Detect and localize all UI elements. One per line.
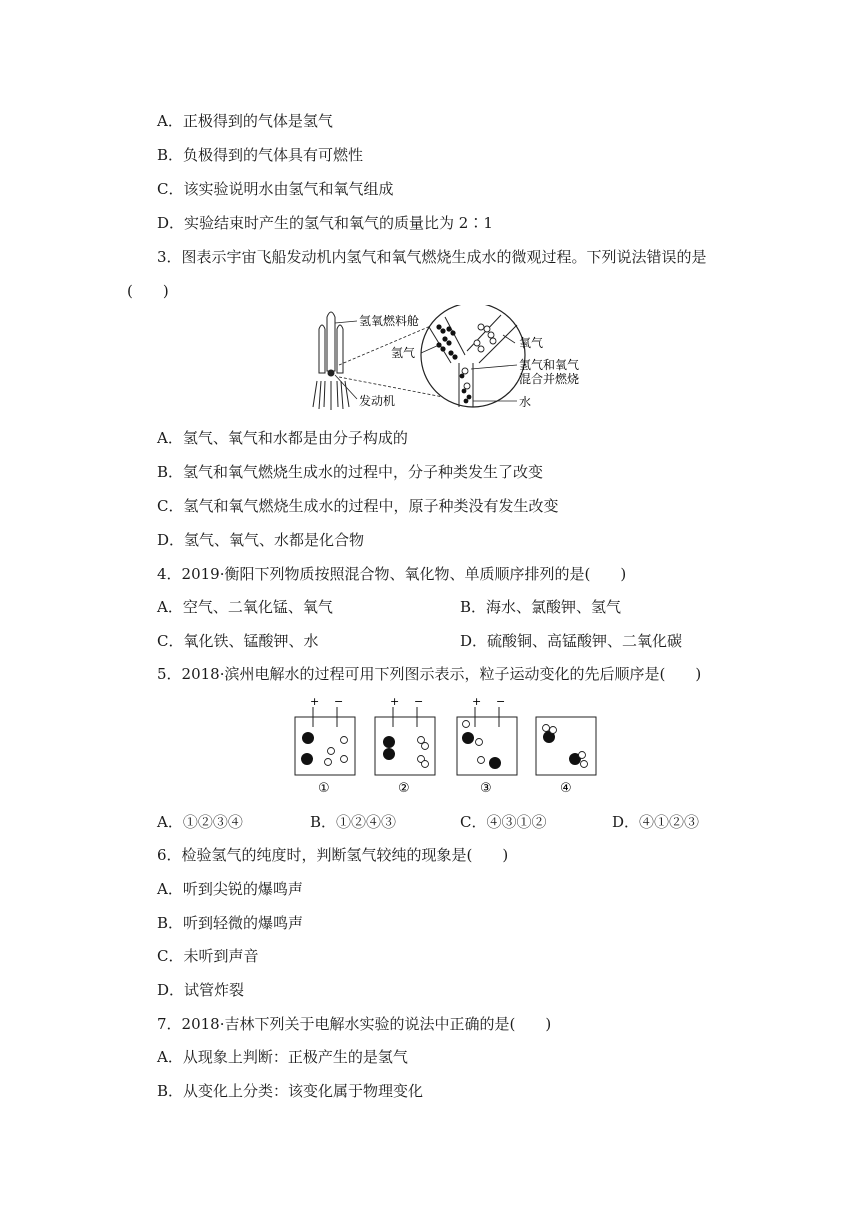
- q5-option-d: D．④①②③: [612, 813, 700, 831]
- q3-stem: 3．图表示宇宙飞船发动机内氢气和氧气燃烧生成水的微观过程。下列说法错误的是: [157, 248, 707, 266]
- q2-option-c: C．该实验说明水由氢气和氧气组成: [157, 180, 394, 198]
- q3-option-c: C．氢气和氧气燃烧生成水的过程中，原子种类没有发生改变: [157, 497, 559, 515]
- q6-option-d: D．试管炸裂: [157, 981, 245, 999]
- panel-label-1: ①: [318, 781, 330, 796]
- q6-option-c: C．未听到声音: [157, 947, 259, 965]
- q3-answer-paren: ( ): [127, 282, 169, 300]
- panel-label-3: ③: [480, 781, 492, 796]
- q5-option-b: B．①②④③: [310, 813, 397, 831]
- hydrogen-label: 氢气: [391, 346, 416, 360]
- minus-sign-1: −: [334, 695, 344, 708]
- q7-option-b: B．从变化上分类：该变化属于物理变化: [157, 1082, 424, 1100]
- q5-option-a: A．①②③④: [157, 813, 243, 831]
- q5-electrolysis-figure: [290, 693, 610, 798]
- fuel-tank-label: 氢氧燃料舱: [359, 314, 420, 328]
- mix-label-line1: 氢气和氧气: [519, 358, 580, 372]
- q2-option-d: D．实验结束时产生的氢气和氧气的质量比为 2∶1: [157, 214, 493, 232]
- engine-label: 发动机: [359, 394, 396, 408]
- water-label: 水: [519, 395, 532, 409]
- q3-option-a: A．氢气、氧气和水都是由分子构成的: [157, 429, 408, 447]
- q4-option-d: D．硫酸铜、高锰酸钾、二氧化碳: [460, 632, 683, 650]
- q6-option-b: B．听到轻微的爆鸣声: [157, 914, 304, 932]
- q7-stem: 7．2018·吉林下列关于电解水实验的说法中正确的是( ): [157, 1015, 552, 1033]
- oxygen-label: 氧气: [519, 336, 544, 350]
- q3-rocket-figure: [305, 305, 595, 413]
- q4-option-c: C．氧化铁、锰酸钾、水: [157, 632, 319, 650]
- minus-sign-2: −: [414, 695, 424, 708]
- plus-sign-2: +: [390, 695, 400, 708]
- q2-option-b: B．负极得到的气体具有可燃性: [157, 146, 364, 164]
- q3-option-d: D．氢气、氧气、水都是化合物: [157, 531, 365, 549]
- plus-sign-3: +: [472, 695, 482, 708]
- panel-label-4: ④: [560, 781, 572, 796]
- q6-option-a: A．听到尖锐的爆鸣声: [157, 880, 303, 898]
- q5-stem: 5．2018·滨州电解水的过程可用下列图示表示，粒子运动变化的先后顺序是( ): [157, 665, 702, 683]
- q6-stem: 6．检验氢气的纯度时，判断氢气较纯的现象是( ): [157, 846, 509, 864]
- q3-option-b: B．氢气和氧气燃烧生成水的过程中，分子种类发生了改变: [157, 463, 544, 481]
- q4-option-a: A．空气、二氧化锰、氧气: [157, 598, 333, 616]
- q2-option-a: A．正极得到的气体是氢气: [157, 112, 333, 130]
- q4-stem: 4．2019·衡阳下列物质按照混合物、氧化物、单质顺序排列的是( ): [157, 565, 627, 583]
- panel-label-2: ②: [398, 781, 410, 796]
- q5-option-c: C．④③①②: [460, 813, 547, 831]
- q4-option-b: B．海水、氯酸钾、氢气: [460, 598, 622, 616]
- rocket-icon: [313, 312, 349, 410]
- mix-label-line2: 混合并燃烧: [519, 372, 580, 386]
- q7-option-a: A．从现象上判断：正极产生的是氢气: [157, 1048, 408, 1066]
- plus-sign-1: +: [310, 695, 320, 708]
- minus-sign-3: −: [496, 695, 506, 708]
